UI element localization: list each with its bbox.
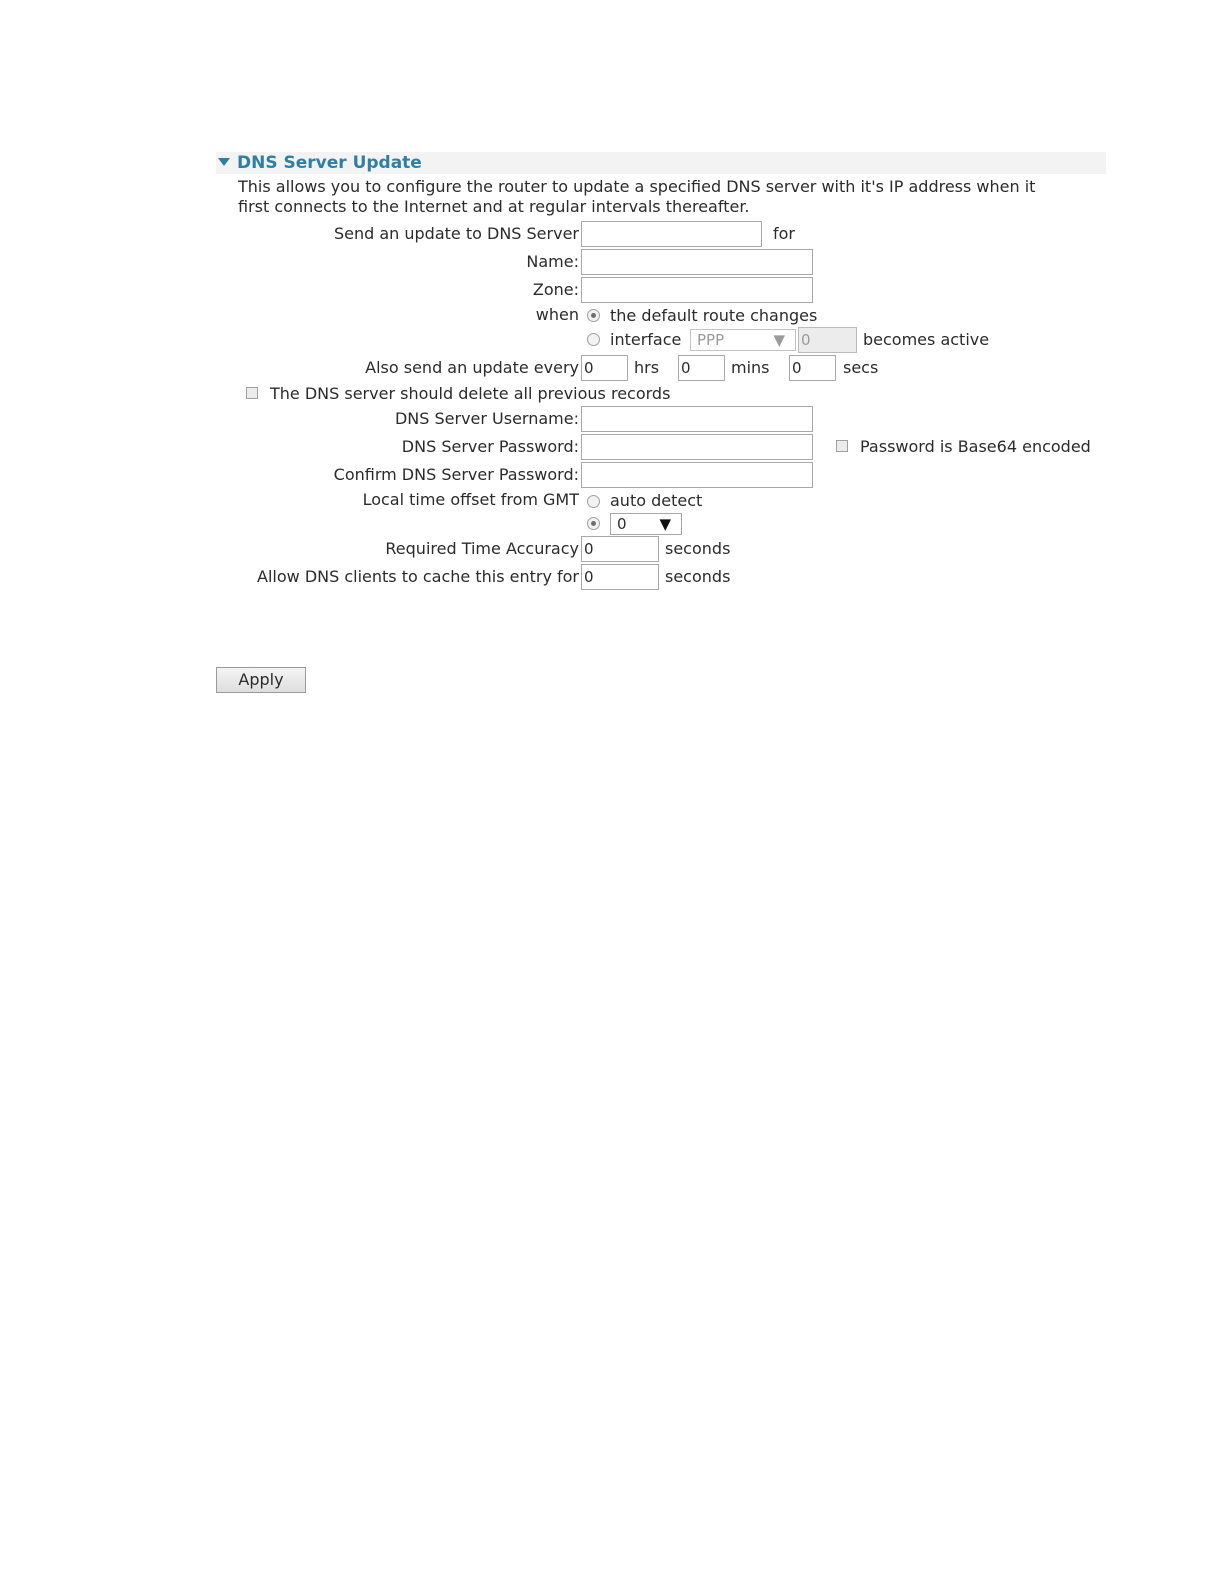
section-description-line-1: This allows you to configure the router to update a specified DNS server with it's IP address when it [238,177,1036,196]
becomes-active-label: becomes active [863,330,990,349]
gmt-offset-value: 0 [617,515,627,533]
dns-server-input[interactable] [581,221,762,247]
hrs-label: hrs [634,358,660,377]
interface-label: interface [610,330,682,349]
auto-detect-label: auto detect [610,491,703,510]
gmt-offset-label: Local time offset from GMT [362,490,579,509]
interface-type-select[interactable] [690,329,796,351]
cache-unit: seconds [665,567,731,586]
for-label: for [773,224,795,243]
hrs-input[interactable]: 0 [581,355,628,381]
section-description-line-2: first connects to the Internet and at regular intervals thereafter. [238,197,750,216]
dropdown-arrow-icon: ▼ [773,331,785,349]
time-accuracy-input[interactable]: 0 [581,536,659,562]
zone-label: Zone: [532,280,579,299]
time-accuracy-unit: seconds [665,539,731,558]
confirm-password-label: Confirm DNS Server Password: [333,465,579,484]
delete-records-label: The DNS server should delete all previous records [270,384,671,403]
secs-label: secs [843,358,879,377]
cache-input[interactable]: 0 [581,564,659,590]
name-input[interactable] [581,249,813,275]
cache-label: Allow DNS clients to cache this entry for [257,567,579,586]
interface-radio[interactable] [587,333,600,346]
collapse-arrow-icon[interactable] [218,158,230,166]
name-label: Name: [526,252,579,271]
apply-button[interactable]: Apply [216,667,306,693]
also-send-label: Also send an update every [365,358,579,377]
interface-type-value: PPP [697,331,725,349]
send-update-label: Send an update to DNS Server [333,224,579,243]
dropdown-arrow-icon: ▼ [659,515,671,533]
delete-records-checkbox[interactable] [246,387,258,399]
auto-detect-radio[interactable] [587,495,600,508]
section-title[interactable]: DNS Server Update [237,153,422,173]
confirm-password-input[interactable] [581,462,813,488]
gmt-offset-select[interactable] [610,513,682,535]
password-input[interactable] [581,434,813,460]
username-input[interactable] [581,406,813,432]
default-route-radio[interactable] [587,309,600,322]
password-label: DNS Server Password: [401,437,579,456]
base64-checkbox[interactable] [836,440,848,452]
when-label: when [535,305,579,324]
default-route-label: the default route changes [610,306,818,325]
time-accuracy-label: Required Time Accuracy [385,539,579,558]
interface-number-input[interactable]: 0 [798,327,857,353]
manual-offset-radio[interactable] [587,517,600,530]
mins-input[interactable]: 0 [678,355,725,381]
mins-label: mins [731,358,770,377]
username-label: DNS Server Username: [394,409,579,428]
base64-label: Password is Base64 encoded [860,437,1091,456]
zone-input[interactable] [581,277,813,303]
secs-input[interactable]: 0 [789,355,836,381]
